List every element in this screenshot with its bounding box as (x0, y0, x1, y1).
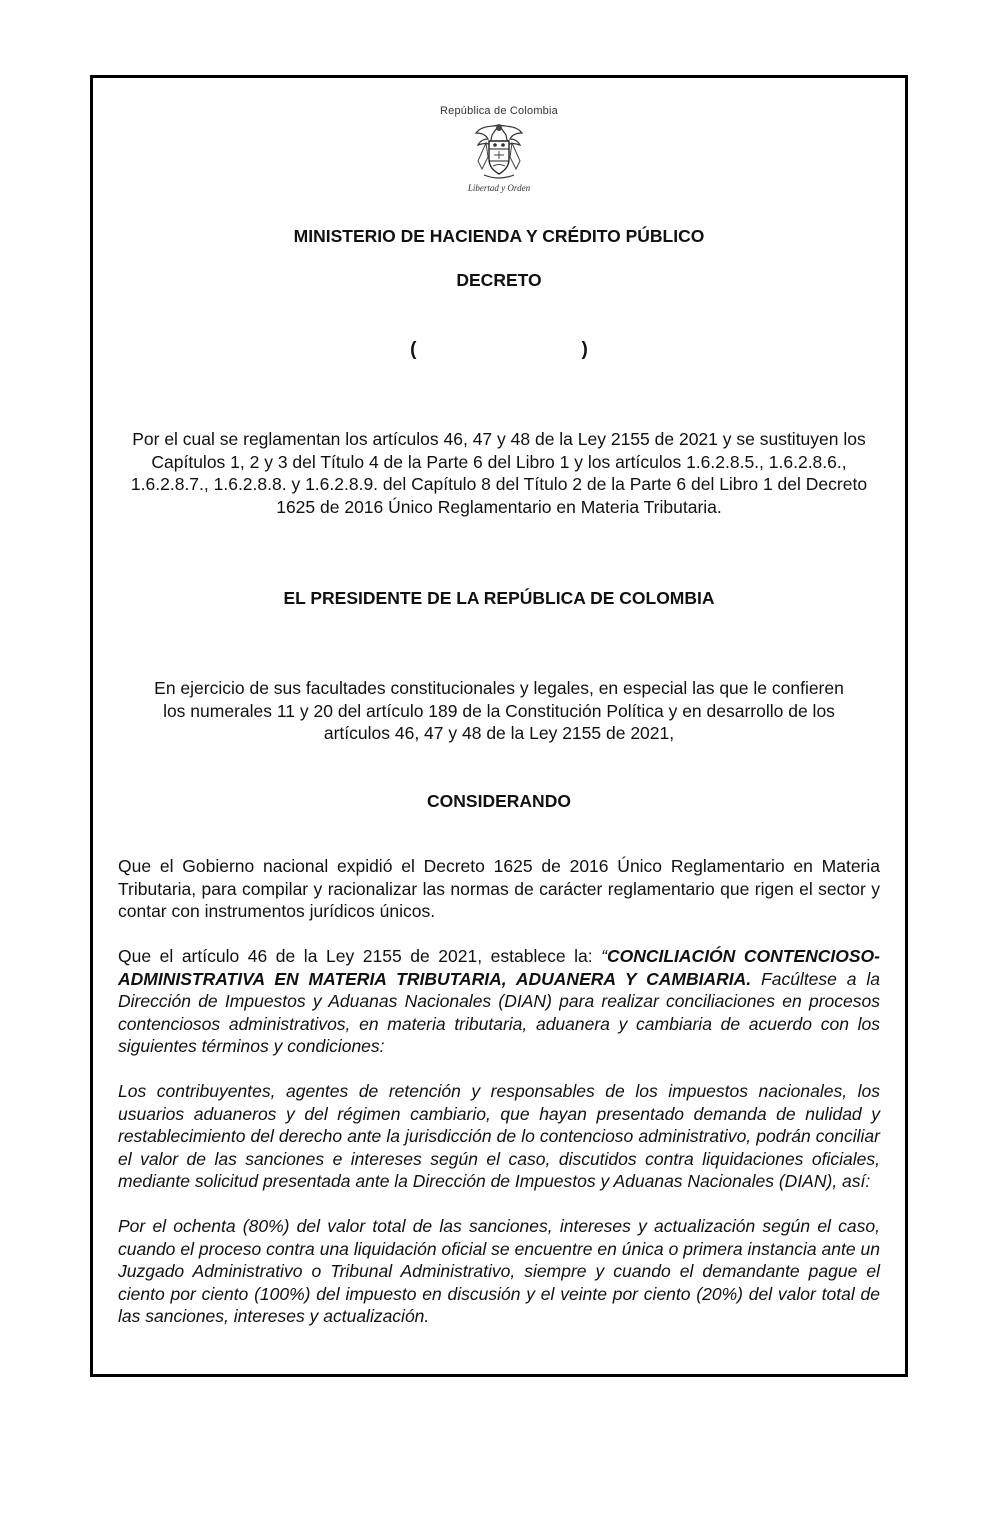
seal-top-text: República de Colombia (440, 105, 558, 117)
decree-label: DECRETO (456, 270, 542, 290)
president-heading: EL PRESIDENTE DE LA REPÚBLICA DE COLOMBIA (283, 588, 715, 608)
p2-lead: Que el artículo 46 de la Ley 2155 de 2021, establece la: (118, 946, 602, 966)
consideration-paragraph-3: Los contribuyentes, agentes de retención y responsables de los impuestos nacionales, los usuarios aduaneros y del régimen cambiario, que hayan presentado demanda de nulidad y restablecimiento del derecho ante la jurisdicción de lo contencioso administrativo, podrán conciliar el valor de las sanciones e intereses según el caso, discutidos contra liquidaciones oficiales, mediante solicitud presentada ante la Dirección de Impuestos y Aduanas Nacionales (DIAN), así: (118, 1081, 880, 1191)
consideration-paragraph-1: Que el Gobierno nacional expidió el Decreto 1625 de 2016 Único Reglamentario en Materia Tributaria, para compilar y racionalizar las normas de carácter reglamentario que rigen el sector y contar con instrumentos jurídicos únicos. (118, 856, 880, 921)
coat-of-arms-seal (93, 105, 905, 193)
ministry-heading: MINISTERIO DE HACIENDA Y CRÉDITO PÚBLICO (293, 226, 705, 246)
paren-close: ) (581, 339, 588, 360)
paren-open: ( (410, 339, 417, 360)
faculties-paragraph: En ejercicio de sus facultades constitucionales y legales, en especial las que le confieren los numerales 11 y 20 del artículo 189 de la Constitución Política y en desarrollo de los artículos 46, 47 y 48 de la Ley 2155 de 2021, (154, 678, 844, 743)
considerations-body (118, 855, 880, 1350)
p2-article-text: Facúltese a la Dirección de Impuestos y Aduanas Nacionales (DIAN) para realizar conciliaciones en procesos contenciosos administrativos, en materia tributaria, aduanera y cambiaria de acuerdo con los siguientes términos y condiciones: (118, 968, 880, 1056)
decree-number-placeholder (93, 339, 905, 361)
seal-motto-text: Libertad y Orden (467, 183, 531, 193)
considerando-heading: CONSIDERANDO (427, 791, 571, 811)
decree-summary: Por el cual se reglamentan los artículos 46, 47 y 48 de la Ley 2155 de 2021 y se sustituyen los Capítulos 1, 2 y 3 del Título 4 de la Parte 6 del Libro 1 y los artículos 1.6.2.8.5., 1.6.2.8.6., 1.6.2.8.7., 1.6.2.8.8. y 1.6.2.8.9. del Capítulo 8 del Título 2 de la Parte 6 del Libro 1 del Decreto 1625 de 2016 Único Reglamentario en Materia Tributaria. (130, 429, 868, 517)
p2-quote-open: “ (601, 946, 607, 966)
consideration-paragraph-4: Por el ochenta (80%) del valor total de las sanciones, intereses y actualización según el caso, cuando el proceso contra una liquidación oficial se encuentre en única o primera instancia ante un Juzgado Administrativo o Tribunal Administrativo, siempre y cuando el demandante pague el ciento por ciento (100%) del impuesto en discusión y el veinte por ciento (20%) del valor total de las sanciones, intereses y actualización. (118, 1216, 880, 1326)
consideration-paragraph-2 (118, 945, 880, 1058)
coat-of-arms-icon (472, 121, 526, 183)
p2-article-title: CONCILIACIÓN CONTENCIOSO-ADMINISTRATIVA EN MATERIA TRIBUTARIA, ADUANERA Y CAMBIARIA. (118, 946, 880, 989)
page-frame (90, 75, 908, 1377)
